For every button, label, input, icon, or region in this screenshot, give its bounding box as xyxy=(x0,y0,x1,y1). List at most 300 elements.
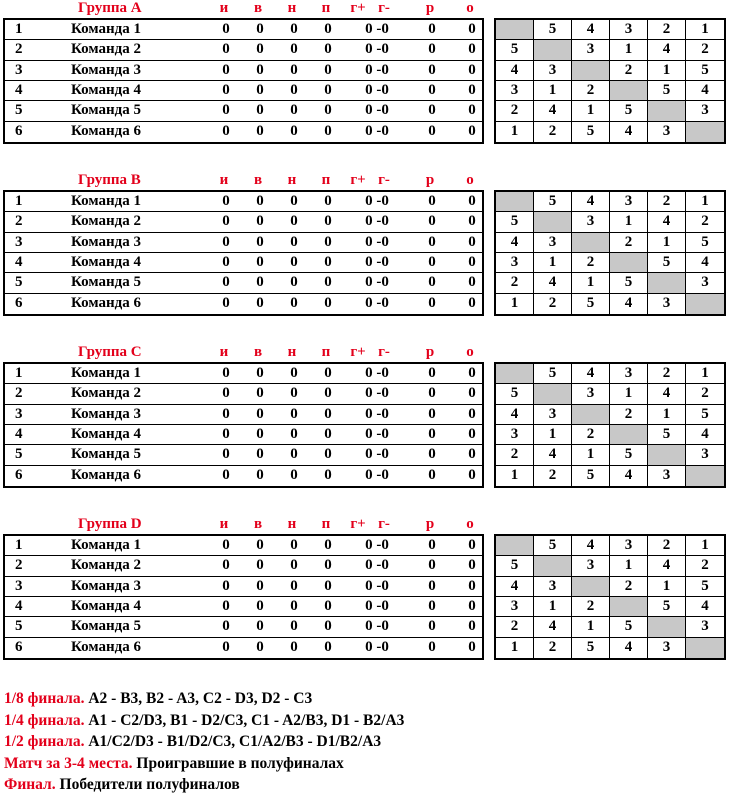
grid-cell: 2 xyxy=(648,536,686,555)
column-header: и xyxy=(219,0,229,16)
grid-cell: 1 xyxy=(610,40,648,59)
column-header: п xyxy=(321,172,331,188)
stat-value: 0 -0 xyxy=(365,41,389,58)
stat-value: 0 -0 xyxy=(365,577,389,594)
grid-cell: 2 xyxy=(496,445,534,464)
stat-value: 0 -0 xyxy=(365,213,389,230)
grid-cell: 4 xyxy=(534,445,572,464)
table-row xyxy=(5,466,482,486)
stat-value: 0 xyxy=(324,577,332,594)
stat-value: 0 xyxy=(428,81,436,98)
position-number: 3 xyxy=(15,61,23,78)
round-schedule-grid xyxy=(494,362,726,488)
grid-cell: 1 xyxy=(701,365,709,381)
grid-cell: 1 xyxy=(648,577,686,596)
stat-value: 0 xyxy=(428,122,436,139)
stat-value: 0 xyxy=(222,365,230,381)
stat-value: 0 -0 xyxy=(365,385,389,402)
stat-value: 0 xyxy=(222,537,230,553)
grid-cell: 5 xyxy=(701,405,709,422)
column-header: г+ xyxy=(350,516,366,532)
table-row xyxy=(5,445,482,465)
round-schedule-grid xyxy=(494,190,726,316)
position-number: 2 xyxy=(15,557,23,574)
stat-value: 0 xyxy=(324,21,332,37)
grid-cell-empty xyxy=(686,466,724,486)
column-header: н xyxy=(287,344,297,360)
stat-value: 0 -0 xyxy=(365,102,389,119)
stat-value: 0 xyxy=(324,213,332,230)
grid-cell: 3 xyxy=(572,40,610,59)
grid-row xyxy=(496,577,724,597)
stat-value: 0 -0 xyxy=(365,446,389,463)
grid-cell: 4 xyxy=(572,192,610,211)
grid-cell: 1 xyxy=(496,294,534,314)
stat-value: 0 xyxy=(256,233,264,250)
team-name: Команда 6 xyxy=(71,122,141,139)
stat-value: 0 -0 xyxy=(365,466,389,483)
team-name: Команда 5 xyxy=(71,446,141,463)
stat-value: 0 xyxy=(256,385,264,402)
stat-value: 0 -0 xyxy=(365,81,389,98)
team-name: Команда 3 xyxy=(71,61,141,78)
grid-cell: 2 xyxy=(701,213,709,230)
stat-value: 0 xyxy=(428,61,436,78)
stat-value: 0 xyxy=(468,41,476,58)
grid-cell: 2 xyxy=(701,385,709,402)
grid-cell: 4 xyxy=(610,638,648,658)
grid-cell: 4 xyxy=(701,597,709,614)
column-header: и xyxy=(219,172,229,188)
stat-value: 0 xyxy=(222,102,230,119)
table-row xyxy=(5,81,482,101)
stat-value: 0 xyxy=(222,233,230,250)
grid-row xyxy=(496,253,724,273)
grid-cell: 1 xyxy=(701,193,709,209)
grid-cell: 3 xyxy=(610,192,648,211)
grid-cell: 1 xyxy=(572,101,610,120)
stat-value: 0 xyxy=(222,385,230,402)
stat-value: 0 xyxy=(468,253,476,270)
column-header: п xyxy=(321,516,331,532)
column-header: и xyxy=(219,516,229,532)
standings-table xyxy=(3,534,484,660)
position-number: 6 xyxy=(15,294,23,311)
grid-row xyxy=(496,233,724,253)
group-header xyxy=(0,516,480,534)
grid-row xyxy=(496,405,724,425)
stat-value: 0 xyxy=(222,193,230,209)
stat-value: 0 xyxy=(324,294,332,311)
stat-value: 0 xyxy=(290,193,298,209)
stat-value: 0 xyxy=(222,597,230,614)
grid-cell: 4 xyxy=(496,405,534,424)
grid-cell-empty xyxy=(534,40,572,59)
stat-value: 0 xyxy=(290,577,298,594)
stat-value: 0 xyxy=(468,365,476,381)
table-row xyxy=(5,384,482,404)
stat-value: 0 xyxy=(222,577,230,594)
stat-value: 0 xyxy=(468,274,476,291)
column-header: п xyxy=(321,0,331,16)
grid-cell: 3 xyxy=(572,384,610,403)
table-row xyxy=(5,273,482,293)
column-header: н xyxy=(287,516,297,532)
grid-cell: 1 xyxy=(701,21,709,37)
team-name: Команда 2 xyxy=(71,41,141,58)
stat-value: 0 xyxy=(256,213,264,230)
table-row xyxy=(5,61,482,81)
stat-value: 0 xyxy=(428,577,436,594)
stat-value: 0 xyxy=(468,577,476,594)
grid-cell: 3 xyxy=(701,446,709,463)
stat-value: 0 -0 xyxy=(365,122,389,139)
column-header: г+ xyxy=(350,0,366,16)
table-row xyxy=(5,556,482,576)
grid-row xyxy=(496,445,724,465)
grid-cell: 2 xyxy=(610,577,648,596)
table-row xyxy=(5,122,482,142)
grid-cell: 2 xyxy=(572,253,610,272)
stat-value: 0 xyxy=(468,61,476,78)
grid-cell: 3 xyxy=(701,274,709,291)
table-row xyxy=(5,20,482,40)
grid-cell-empty xyxy=(496,20,534,39)
stat-value: 0 xyxy=(324,466,332,483)
grid-cell: 3 xyxy=(496,81,534,100)
group-header xyxy=(0,172,480,190)
stat-value: 0 xyxy=(290,466,298,483)
column-header: п xyxy=(321,344,331,360)
table-row xyxy=(5,101,482,121)
stat-value: 0 xyxy=(290,274,298,291)
stat-value: 0 xyxy=(290,425,298,442)
grid-cell: 4 xyxy=(648,384,686,403)
grid-cell: 1 xyxy=(610,212,648,231)
grid-cell: 2 xyxy=(496,617,534,636)
stat-value: 0 xyxy=(324,425,332,442)
stat-value: 0 xyxy=(324,365,332,381)
grid-cell: 3 xyxy=(496,253,534,272)
schedule-notes xyxy=(4,688,404,796)
column-header: н xyxy=(287,172,297,188)
column-header: в xyxy=(253,516,263,532)
stat-value: 0 xyxy=(222,81,230,98)
stat-value: 0 xyxy=(256,638,264,655)
stat-value: 0 xyxy=(256,102,264,119)
grid-cell: 2 xyxy=(496,273,534,292)
grid-cell: 5 xyxy=(496,384,534,403)
grid-cell: 3 xyxy=(572,212,610,231)
stat-value: 0 xyxy=(428,365,436,381)
stat-value: 0 xyxy=(256,557,264,574)
grid-row xyxy=(496,384,724,404)
grid-cell: 2 xyxy=(701,557,709,574)
stat-value: 0 xyxy=(428,638,436,655)
stat-value: 0 xyxy=(468,446,476,463)
stat-value: 0 -0 xyxy=(365,21,389,37)
grid-cell: 5 xyxy=(534,364,572,383)
position-number: 4 xyxy=(15,597,23,614)
grid-row xyxy=(496,638,724,658)
table-row xyxy=(5,597,482,617)
stat-value: 0 xyxy=(290,597,298,614)
grid-cell: 3 xyxy=(534,577,572,596)
stat-value: 0 xyxy=(324,537,332,553)
grid-row xyxy=(496,556,724,576)
position-number: 4 xyxy=(15,253,23,270)
grid-cell: 1 xyxy=(534,597,572,616)
grid-row xyxy=(496,597,724,617)
grid-cell: 4 xyxy=(534,617,572,636)
position-number: 5 xyxy=(15,102,23,119)
table-row xyxy=(5,40,482,60)
stat-value: 0 xyxy=(324,638,332,655)
stat-value: 0 xyxy=(324,405,332,422)
stat-value: 0 xyxy=(324,102,332,119)
team-name: Команда 6 xyxy=(71,466,141,483)
stat-value: 0 xyxy=(468,537,476,553)
stat-value: 0 xyxy=(468,425,476,442)
grid-cell: 2 xyxy=(610,405,648,424)
grid-cell-empty xyxy=(686,122,724,142)
stat-value: 0 xyxy=(468,405,476,422)
grid-cell: 3 xyxy=(610,20,648,39)
grid-cell-empty xyxy=(572,233,610,252)
group-header xyxy=(0,0,480,18)
stat-value: 0 xyxy=(468,233,476,250)
grid-cell: 4 xyxy=(648,212,686,231)
stat-value: 0 xyxy=(324,81,332,98)
note-final: Финал. Победители полуфиналов xyxy=(4,776,240,793)
grid-row xyxy=(496,122,724,142)
grid-cell: 1 xyxy=(610,384,648,403)
grid-cell: 1 xyxy=(648,233,686,252)
grid-cell: 1 xyxy=(648,61,686,80)
stat-value: 0 xyxy=(256,466,264,483)
position-number: 4 xyxy=(15,425,23,442)
stat-value: 0 xyxy=(468,122,476,139)
stat-value: 0 xyxy=(468,21,476,37)
grid-cell-empty xyxy=(534,212,572,231)
grid-cell: 2 xyxy=(572,597,610,616)
note-round-of-16: 1/8 финала. A2 - B3, B2 - A3, C2 - D3, D2 - C3 xyxy=(4,690,313,707)
stat-value: 0 xyxy=(290,213,298,230)
grid-cell-empty xyxy=(610,81,648,100)
grid-cell-empty xyxy=(572,61,610,80)
grid-cell-empty xyxy=(572,577,610,596)
column-header: г- xyxy=(378,172,390,188)
stat-value: 0 xyxy=(290,446,298,463)
group-title: Группа C xyxy=(78,344,142,360)
stat-value: 0 xyxy=(222,638,230,655)
stat-value: 0 xyxy=(324,122,332,139)
grid-row xyxy=(496,294,724,314)
grid-cell: 2 xyxy=(648,20,686,39)
team-name: Команда 6 xyxy=(71,638,141,655)
grid-cell-empty xyxy=(686,294,724,314)
grid-row xyxy=(496,192,724,212)
stat-value: 0 xyxy=(428,597,436,614)
group-header xyxy=(0,344,480,362)
stat-value: 0 xyxy=(290,385,298,402)
grid-cell: 2 xyxy=(534,466,572,486)
column-header: о xyxy=(466,172,474,188)
stat-value: 0 xyxy=(222,294,230,311)
grid-cell: 3 xyxy=(610,364,648,383)
column-header: о xyxy=(466,0,474,16)
stat-value: 0 -0 xyxy=(365,597,389,614)
grid-cell: 2 xyxy=(610,61,648,80)
stat-value: 0 xyxy=(290,618,298,635)
stat-value: 0 xyxy=(222,41,230,58)
stat-value: 0 xyxy=(290,537,298,553)
stat-value: 0 xyxy=(256,122,264,139)
group-title: Группа D xyxy=(78,516,142,532)
stat-value: 0 xyxy=(468,81,476,98)
stat-value: 0 xyxy=(324,253,332,270)
grid-row xyxy=(496,364,724,384)
stat-value: 0 xyxy=(256,537,264,553)
table-row xyxy=(5,405,482,425)
grid-cell: 2 xyxy=(648,364,686,383)
grid-cell: 4 xyxy=(610,122,648,142)
stat-value: 0 xyxy=(428,253,436,270)
grid-row xyxy=(496,466,724,486)
grid-cell: 4 xyxy=(610,466,648,486)
stat-value: 0 xyxy=(324,41,332,58)
stat-value: 0 xyxy=(256,618,264,635)
position-number: 2 xyxy=(15,41,23,58)
grid-row xyxy=(496,617,724,637)
position-number: 3 xyxy=(15,577,23,594)
group-block xyxy=(0,344,730,512)
stat-value: 0 -0 xyxy=(365,618,389,635)
grid-cell: 5 xyxy=(534,20,572,39)
stat-value: 0 -0 xyxy=(365,537,389,553)
stat-value: 0 xyxy=(290,557,298,574)
grid-cell: 5 xyxy=(534,536,572,555)
grid-cell: 5 xyxy=(572,294,610,314)
grid-cell: 4 xyxy=(572,536,610,555)
group-block xyxy=(0,516,730,684)
stat-value: 0 xyxy=(222,466,230,483)
stat-value: 0 -0 xyxy=(365,638,389,655)
column-header: р xyxy=(425,344,435,360)
note-semifinals: 1/2 финала. A1/C2/D3 - B1/D2/C3, C1/A2/B3 - D1/B2/A3 xyxy=(4,733,382,750)
stat-value: 0 -0 xyxy=(365,405,389,422)
grid-cell: 1 xyxy=(496,122,534,142)
stat-value: 0 xyxy=(222,253,230,270)
grid-cell: 3 xyxy=(534,233,572,252)
grid-cell: 2 xyxy=(572,81,610,100)
grid-cell: 1 xyxy=(496,466,534,486)
stat-value: 0 xyxy=(324,274,332,291)
team-name: Команда 1 xyxy=(71,21,141,37)
note-quarterfinals: 1/4 финала. A1 - C2/D3, B1 - D2/C3, C1 - A2/B3, D1 - B2/A3 xyxy=(4,711,405,729)
stat-value: 0 xyxy=(222,425,230,442)
grid-cell: 5 xyxy=(701,61,709,78)
grid-cell: 5 xyxy=(701,577,709,594)
grid-cell: 1 xyxy=(572,445,610,464)
stat-value: 0 xyxy=(222,446,230,463)
position-number: 1 xyxy=(15,365,23,381)
grid-cell: 4 xyxy=(534,101,572,120)
team-name: Команда 2 xyxy=(71,557,141,574)
grid-cell: 2 xyxy=(701,41,709,58)
table-row xyxy=(5,212,482,232)
stat-value: 0 -0 xyxy=(365,425,389,442)
stat-value: 0 xyxy=(468,466,476,483)
grid-cell: 2 xyxy=(648,192,686,211)
grid-cell: 5 xyxy=(496,556,534,575)
stat-value: 0 -0 xyxy=(365,557,389,574)
grid-cell-empty xyxy=(496,364,534,383)
stat-value: 0 xyxy=(324,193,332,209)
team-name: Команда 3 xyxy=(71,405,141,422)
stat-value: 0 xyxy=(428,405,436,422)
stat-value: 0 xyxy=(428,213,436,230)
column-header: в xyxy=(253,0,263,16)
team-name: Команда 2 xyxy=(71,385,141,402)
stat-value: 0 xyxy=(256,577,264,594)
stat-value: 0 xyxy=(256,294,264,311)
stat-value: 0 xyxy=(428,425,436,442)
stat-value: 0 xyxy=(290,294,298,311)
stat-value: 0 xyxy=(222,122,230,139)
team-name: Команда 4 xyxy=(71,597,141,614)
stat-value: 0 xyxy=(428,537,436,553)
stat-value: 0 xyxy=(256,425,264,442)
grid-cell: 1 xyxy=(534,253,572,272)
stat-value: 0 xyxy=(468,557,476,574)
grid-cell: 3 xyxy=(534,405,572,424)
stat-value: 0 xyxy=(256,405,264,422)
position-number: 5 xyxy=(15,446,23,463)
position-number: 1 xyxy=(15,21,23,37)
stat-value: 0 xyxy=(324,557,332,574)
grid-cell: 4 xyxy=(610,294,648,314)
grid-cell: 4 xyxy=(572,20,610,39)
stat-value: 0 xyxy=(428,102,436,119)
column-header: г- xyxy=(378,516,390,532)
grid-cell: 5 xyxy=(572,122,610,142)
stat-value: 0 xyxy=(290,122,298,139)
grid-row xyxy=(496,212,724,232)
grid-cell-empty xyxy=(648,445,686,464)
grid-cell: 1 xyxy=(496,638,534,658)
column-header: г- xyxy=(378,0,390,16)
grid-cell: 5 xyxy=(610,617,648,636)
round-schedule-grid xyxy=(494,534,726,660)
grid-cell-empty xyxy=(534,384,572,403)
stat-value: 0 xyxy=(290,102,298,119)
column-header: р xyxy=(425,0,435,16)
stat-value: 0 xyxy=(324,385,332,402)
stat-value: 0 xyxy=(428,446,436,463)
stat-value: 0 -0 xyxy=(365,253,389,270)
stat-value: 0 -0 xyxy=(365,193,389,209)
grid-cell: 2 xyxy=(496,101,534,120)
stat-value: 0 xyxy=(324,446,332,463)
round-schedule-grid xyxy=(494,18,726,144)
grid-cell: 3 xyxy=(648,638,686,658)
stat-value: 0 xyxy=(256,61,264,78)
team-name: Команда 3 xyxy=(71,577,141,594)
stat-value: 0 xyxy=(290,405,298,422)
stat-value: 0 xyxy=(290,233,298,250)
position-number: 1 xyxy=(15,193,23,209)
